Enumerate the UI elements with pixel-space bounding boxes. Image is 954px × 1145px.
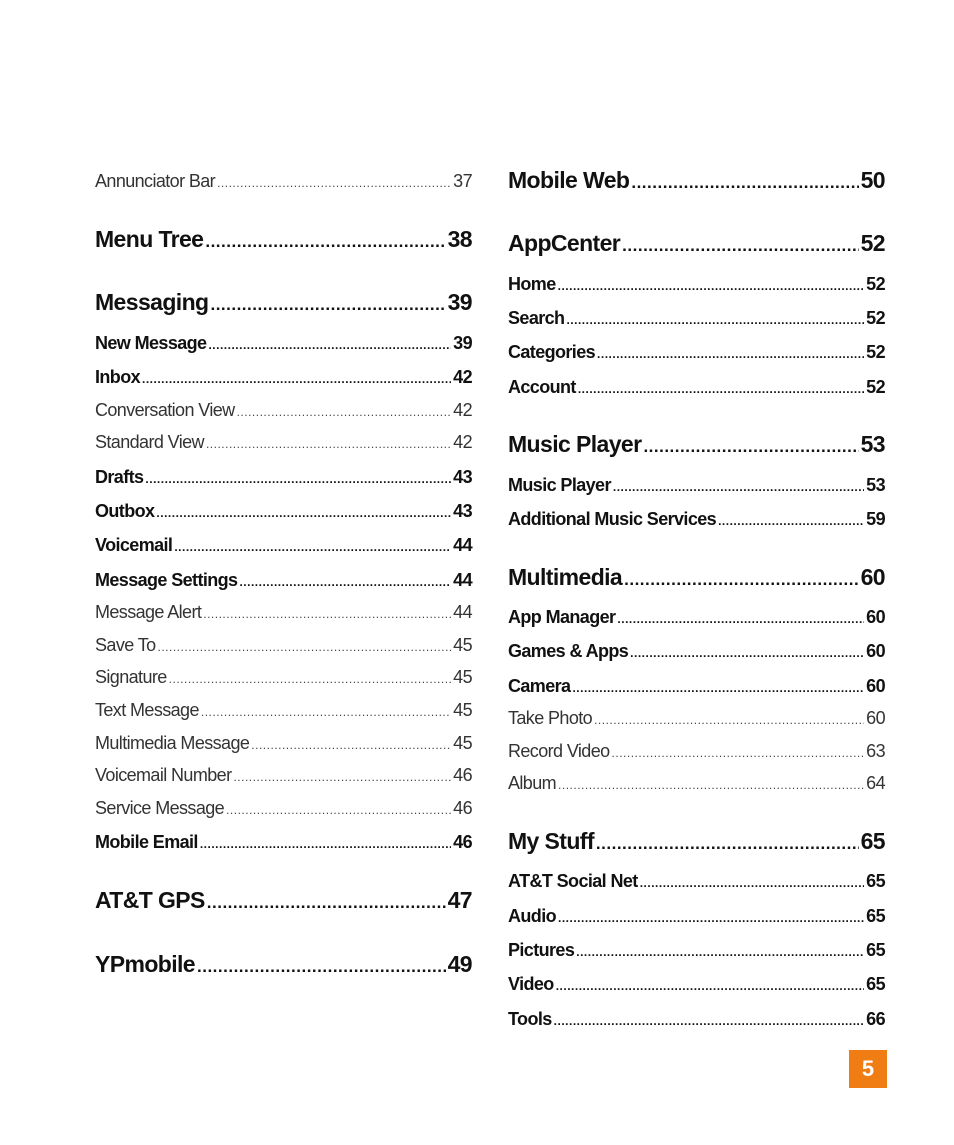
toc-entry-multimedia-message[interactable] <box>95 734 472 752</box>
dot-leader <box>558 912 864 924</box>
toc-entry-page: 42 <box>453 367 472 387</box>
dot-leader <box>239 576 451 588</box>
toc-entry-page: 65 <box>866 940 885 960</box>
toc-entry-label: Outbox <box>95 501 155 521</box>
toc-entry-label: AT&T Social Net <box>508 871 638 891</box>
toc-entry-pictures[interactable] <box>508 941 885 959</box>
toc-entry-label: AppCenter <box>508 230 621 256</box>
toc-entry-voicemail[interactable] <box>95 536 472 554</box>
dot-leader <box>145 473 451 485</box>
toc-entry-label: Multimedia Message <box>95 733 250 753</box>
dot-leader <box>226 804 451 816</box>
dot-leader <box>156 507 451 519</box>
toc-entry-label: YPmobile <box>95 951 196 977</box>
toc-entry-page: 46 <box>453 832 472 852</box>
toc-entry-label: Audio <box>508 906 556 926</box>
toc-entry-music-player[interactable] <box>508 433 885 456</box>
toc-entry-page: 65 <box>866 906 885 926</box>
toc-entry-page: 63 <box>866 741 885 761</box>
dot-leader <box>631 174 858 191</box>
toc-entry-page: 46 <box>453 798 472 818</box>
dot-leader <box>206 438 451 450</box>
toc-entry-page: 52 <box>866 308 885 328</box>
toc-entry-label: Messaging <box>95 289 209 315</box>
toc-entry-text-message[interactable] <box>95 701 472 719</box>
toc-entry-label: Mobile Web <box>508 167 630 193</box>
toc-entry-label: Standard View <box>95 432 204 452</box>
toc-entry-label: Music Player <box>508 475 611 495</box>
toc-entry-label: Categories <box>508 342 596 362</box>
dot-leader <box>630 647 864 659</box>
toc-entry-page: 45 <box>453 733 472 753</box>
toc-entry-record-video[interactable] <box>508 742 885 760</box>
toc-entry-page: 39 <box>447 289 472 315</box>
toc-entry-categories[interactable] <box>508 343 885 361</box>
toc-entry-page: 52 <box>860 230 885 256</box>
dot-leader <box>558 779 864 791</box>
toc-entry-label: Annunciator Bar <box>95 171 216 191</box>
toc-entry-page: 45 <box>453 635 472 655</box>
toc-entry-drafts[interactable] <box>95 468 472 486</box>
toc-entry-multimedia[interactable] <box>508 566 885 589</box>
toc-entry-label: Voicemail <box>95 535 173 555</box>
dot-leader <box>622 237 858 254</box>
toc-entry-save-to[interactable] <box>95 636 472 654</box>
toc-entry-page: 47 <box>447 887 472 913</box>
dot-leader <box>200 838 451 850</box>
dot-leader <box>207 894 446 911</box>
toc-entry-page: 65 <box>860 828 885 854</box>
toc-entry-page: 44 <box>453 570 472 590</box>
dot-leader <box>576 946 864 958</box>
toc-entry-page: 39 <box>453 333 472 353</box>
dot-leader <box>208 339 451 351</box>
dot-leader <box>597 348 864 360</box>
toc-entry-page: 66 <box>866 1009 885 1029</box>
toc-entry-page: 64 <box>866 773 885 793</box>
dot-leader <box>197 958 446 975</box>
toc-entry-outbox[interactable] <box>95 502 472 520</box>
dot-leader <box>251 739 451 751</box>
toc-entry-label: Video <box>508 974 554 994</box>
dot-leader <box>237 406 452 418</box>
toc-entry-page: 45 <box>453 667 472 687</box>
toc-entry-label: Text Message <box>95 700 199 720</box>
toc-entry-label: Pictures <box>508 940 575 960</box>
toc-entry-page: 45 <box>453 700 472 720</box>
toc-entry-annunciator-bar[interactable] <box>95 172 472 190</box>
toc-entry-page: 65 <box>866 871 885 891</box>
toc-entry-page: 38 <box>447 226 472 252</box>
toc-entry-music-player[interactable] <box>508 476 885 494</box>
toc-entry-games-and-apps[interactable] <box>508 642 885 660</box>
toc-entry-page: 52 <box>866 377 885 397</box>
toc-entry-additional-music-services[interactable] <box>508 510 885 528</box>
toc-entry-new-message[interactable] <box>95 334 472 352</box>
dot-leader <box>554 1015 865 1027</box>
toc-entry-page: 49 <box>447 951 472 977</box>
toc-entry-message-alert[interactable] <box>95 603 472 621</box>
toc-entry-page: 59 <box>866 509 885 529</box>
toc-entry-page: 53 <box>866 475 885 495</box>
dot-leader <box>158 641 452 653</box>
toc-entry-label: My Stuff <box>508 828 594 854</box>
toc-entry-label: Conversation View <box>95 400 235 420</box>
toc-entry-messaging[interactable] <box>95 291 472 314</box>
toc-entry-label: Games & Apps <box>508 641 629 661</box>
dot-leader <box>566 314 864 326</box>
dot-leader <box>718 515 864 527</box>
dot-leader <box>201 706 451 718</box>
toc-entry-label: Home <box>508 274 556 294</box>
toc-entry-label: Album <box>508 773 557 793</box>
toc-entry-page: 42 <box>453 400 472 420</box>
dot-leader <box>612 747 865 759</box>
toc-entry-label: Additional Music Services <box>508 509 717 529</box>
toc-entry-page: 60 <box>866 641 885 661</box>
toc-entry-label: Service Message <box>95 798 225 818</box>
page-number: 5 <box>861 1056 875 1081</box>
toc-entry-label: Save To <box>95 635 156 655</box>
toc-entry-tools[interactable] <box>508 1010 885 1028</box>
dot-leader <box>643 438 858 455</box>
toc-entry-page: 50 <box>860 167 885 193</box>
toc-entry-label: Inbox <box>95 367 140 387</box>
dot-leader <box>556 980 864 992</box>
dot-leader <box>640 877 864 889</box>
toc-entry-page: 60 <box>860 564 885 590</box>
toc-entry-inbox[interactable] <box>95 368 472 386</box>
toc-entry-page: 44 <box>453 602 472 622</box>
toc-entry-label: Camera <box>508 676 571 696</box>
toc-entry-label: Multimedia <box>508 564 623 590</box>
dot-leader <box>210 296 445 313</box>
dot-leader <box>233 771 451 783</box>
dot-leader <box>613 481 864 493</box>
toc-entry-label: Message Alert <box>95 602 202 622</box>
dot-leader <box>169 673 452 685</box>
toc-entry-menu-tree[interactable] <box>95 228 472 251</box>
toc-entry-service-message[interactable] <box>95 799 472 817</box>
dot-leader <box>203 608 451 620</box>
toc-entry-video[interactable] <box>508 975 885 993</box>
toc-entry-atandt-gps[interactable] <box>95 889 472 912</box>
toc-entry-label: Search <box>508 308 565 328</box>
toc-entry-ypmobile[interactable] <box>95 953 472 976</box>
dot-leader <box>578 383 864 395</box>
toc-entry-page: 44 <box>453 535 472 555</box>
toc-entry-signature[interactable] <box>95 668 472 686</box>
toc-entry-my-stuff[interactable] <box>508 830 885 853</box>
dot-leader <box>617 613 864 625</box>
dot-leader <box>174 541 451 553</box>
dot-leader <box>558 280 865 292</box>
toc-entry-label: Account <box>508 377 576 397</box>
toc-entry-atandt-social-net[interactable] <box>508 872 885 890</box>
toc-entry-page: 43 <box>453 467 472 487</box>
dot-leader <box>142 373 451 385</box>
toc-entry-page: 52 <box>866 342 885 362</box>
toc-entry-camera[interactable] <box>508 677 885 695</box>
dot-leader <box>624 571 858 588</box>
toc-entry-label: Voicemail Number <box>95 765 232 785</box>
toc-entry-label: Menu Tree <box>95 226 204 252</box>
toc-entry-label: Mobile Email <box>95 832 198 852</box>
toc-entry-conversation-view[interactable] <box>95 401 472 419</box>
toc-entry-mobile-email[interactable] <box>95 833 472 851</box>
toc-entry-page: 60 <box>866 676 885 696</box>
page-number-badge <box>849 1050 887 1088</box>
toc-entry-account[interactable] <box>508 378 885 396</box>
toc-entry-voicemail-number[interactable] <box>95 766 472 784</box>
toc-entry-label: Drafts <box>95 467 144 487</box>
toc-entry-page: 46 <box>453 765 472 785</box>
dot-leader <box>205 233 445 250</box>
toc-entry-page: 52 <box>866 274 885 294</box>
toc-entry-page: 42 <box>453 432 472 452</box>
toc-entry-standard-view[interactable] <box>95 433 472 451</box>
toc-entry-label: Message Settings <box>95 570 238 590</box>
dot-leader <box>594 714 864 726</box>
dot-leader <box>217 177 451 189</box>
toc-entry-page: 53 <box>860 431 885 457</box>
dot-leader <box>596 835 859 852</box>
toc-entry-label: App Manager <box>508 607 616 627</box>
toc-entry-search[interactable] <box>508 309 885 327</box>
toc-entry-label: Record Video <box>508 741 610 761</box>
toc-entry-audio[interactable] <box>508 907 885 925</box>
toc-entry-appcenter[interactable] <box>508 232 885 255</box>
toc-entry-label: Take Photo <box>508 708 593 728</box>
toc-entry-app-manager[interactable] <box>508 608 885 626</box>
toc-entry-label: Signature <box>95 667 167 687</box>
toc-entry-label: AT&T GPS <box>95 887 205 913</box>
dot-leader <box>572 682 864 694</box>
toc-entry-page: 65 <box>866 974 885 994</box>
toc-entry-label: Music Player <box>508 431 642 457</box>
toc-entry-take-photo[interactable] <box>508 709 885 727</box>
toc-entry-page: 60 <box>866 708 885 728</box>
toc-entry-mobile-web[interactable] <box>508 169 885 192</box>
toc-entry-label: New Message <box>95 333 207 353</box>
toc-entry-page: 60 <box>866 607 885 627</box>
toc-entry-label: Tools <box>508 1009 552 1029</box>
toc-entry-page: 43 <box>453 501 472 521</box>
toc-entry-album[interactable] <box>508 774 885 792</box>
toc-entry-message-settings[interactable] <box>95 571 472 589</box>
toc-entry-page: 37 <box>453 171 472 191</box>
toc-entry-home[interactable] <box>508 275 885 293</box>
